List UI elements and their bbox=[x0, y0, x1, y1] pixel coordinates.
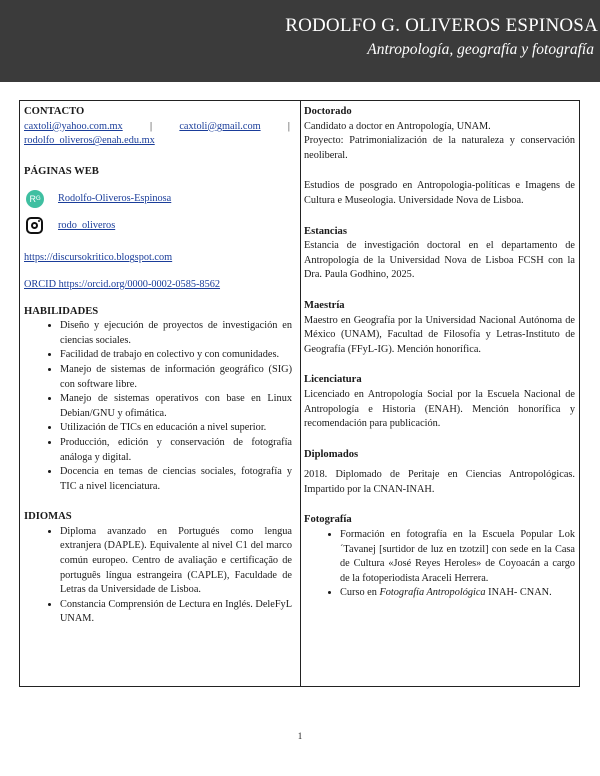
doctorate-text-1: Candidato a doctor en Antropología, UNAM. bbox=[304, 120, 491, 132]
researchgate-link[interactable]: Rodolfo-Oliveros-Espinosa bbox=[58, 192, 172, 204]
cv-subtitle: Antropología, geografía y fotografía bbox=[367, 41, 594, 58]
list-item: • Diploma avanzado en Portugués como lengua extranjera (DAPLE). Equivalente al nivel C1 del marco común europeo. Centro de avaliação e certificação de português língua estrangeira (CAPLE), Faculdade de Letras da Universidade de Lisboa. bbox=[60, 525, 292, 598]
photography-list bbox=[304, 528, 575, 601]
stays-text: Estancia de investigación doctoral en el departamento de Antropología de la Universidad Nova de Lisboa FCSH con la Dra. Paula Godhino, 2025. bbox=[304, 240, 575, 281]
masters-text: Maestro en Geografía por la Universidad Nacional Autónoma de México (UNAM), Facultad de Filosofía y Letras-Instituto de Geografía (FFyL-IG). Mención honorífica. bbox=[304, 314, 575, 355]
list-item: • Formación en fotografía en la Escuela Popular Lok ´Tavanej [surtidor de luz en tzotzil] con sede en la Casa de Cultura «José Reyes Heroles» de Coyoacán a cargo de la fotoperiodista Araceli Herrera. bbox=[340, 528, 575, 586]
bachelor-text: Licenciado en Antropología Social por la Escuela Nacional de Antropología e Historia (ENAH). Mención honorífica y recomendación para publicación. bbox=[304, 388, 575, 430]
course-title: Fotografía Antropológica bbox=[379, 587, 486, 599]
instagram-icon bbox=[26, 217, 43, 234]
left-column bbox=[24, 105, 292, 627]
column-divider bbox=[300, 101, 301, 686]
instagram-link[interactable]: rodo_oliveros bbox=[58, 219, 116, 231]
skills-title: HABILIDADES bbox=[24, 305, 99, 317]
bachelor-title: Licenciatura bbox=[304, 374, 362, 386]
doctorate-title: Doctorado bbox=[304, 106, 352, 117]
list-item bbox=[340, 586, 575, 601]
masters-title: Maestría bbox=[304, 299, 345, 311]
blog-link[interactable]: https://discursokritico.blogspot.com bbox=[24, 252, 173, 264]
orcid-link[interactable]: ORCID https://orcid.org/0000-0002-0585-8562 bbox=[24, 278, 221, 290]
email-link-enah[interactable]: rodolfo_oliveros@enah.edu.mx bbox=[24, 135, 155, 147]
list-item: • Constancia Comprensión de Lectura en Inglés. DeleFyL UNAM. bbox=[60, 598, 292, 627]
contact-emails-line bbox=[24, 120, 292, 135]
right-column bbox=[304, 105, 575, 601]
doctorate-text-3: Estudios de posgrado en Antropologia-políticas e Imagens de Cultura e Museologia. Universidade Nova de Lisboa. bbox=[304, 180, 575, 206]
languages-list bbox=[24, 525, 292, 627]
header-banner bbox=[0, 0, 600, 82]
email-link-gmail[interactable]: caxtoli@gmail.com bbox=[179, 120, 261, 132]
doctorate-text-2: Proyecto: Patrimonialización de la naturaleza y conservación neoliberal. bbox=[304, 135, 575, 161]
separator: | bbox=[150, 120, 153, 132]
course-suffix: INAH- CNAN. bbox=[485, 587, 552, 599]
list-item: • Docencia en temas de ciencias sociales, fotografía y TIC a nivel licenciatura. bbox=[60, 465, 292, 494]
list-item: • Manejo de sistemas operativos con base en Linux Debian/GNU y ofimática. bbox=[60, 392, 292, 421]
list-item: • Facilidad de trabajo en colectivo y con comunidades. bbox=[60, 348, 292, 363]
diplomas-title: Diplomados bbox=[304, 448, 359, 460]
list-item: • Diseño y ejecución de proyectos de investigación en ciencias sociales. bbox=[60, 319, 292, 348]
languages-title: IDIOMAS bbox=[24, 511, 72, 523]
email-link-yahoo[interactable]: caxtoli@yahoo.com.mx bbox=[24, 120, 123, 132]
stays-title: Estancias bbox=[304, 225, 347, 237]
diplomas-text: 2018. Diplomado de Peritaje en Ciencias Antropológicas. Impartido por la CNAN-INAH. bbox=[304, 469, 575, 495]
instagram-row[interactable] bbox=[24, 212, 292, 239]
web-pages-title: PÁGINAS WEB bbox=[24, 165, 99, 177]
cv-table bbox=[19, 100, 580, 687]
photography-title: Fotografía bbox=[304, 514, 352, 526]
list-item: • Utilización de TICs en educación a nivel superior. bbox=[60, 421, 292, 436]
list-item: • Producción, edición y conservación de fotografía análoga y digital. bbox=[60, 436, 292, 465]
cv-name: RODOLFO G. OLIVEROS ESPINOSA bbox=[285, 15, 598, 36]
course-prefix: Curso en bbox=[340, 587, 380, 599]
researchgate-row[interactable] bbox=[24, 185, 292, 212]
list-item: • Manejo de sistemas de información geográfico (SIG) con software libre. bbox=[60, 363, 292, 392]
skills-list bbox=[24, 319, 292, 494]
page-number: 1 bbox=[297, 731, 303, 741]
researchgate-icon: Rᴳ bbox=[26, 190, 44, 208]
separator: | bbox=[287, 120, 290, 132]
contact-title: CONTACTO bbox=[24, 106, 85, 117]
